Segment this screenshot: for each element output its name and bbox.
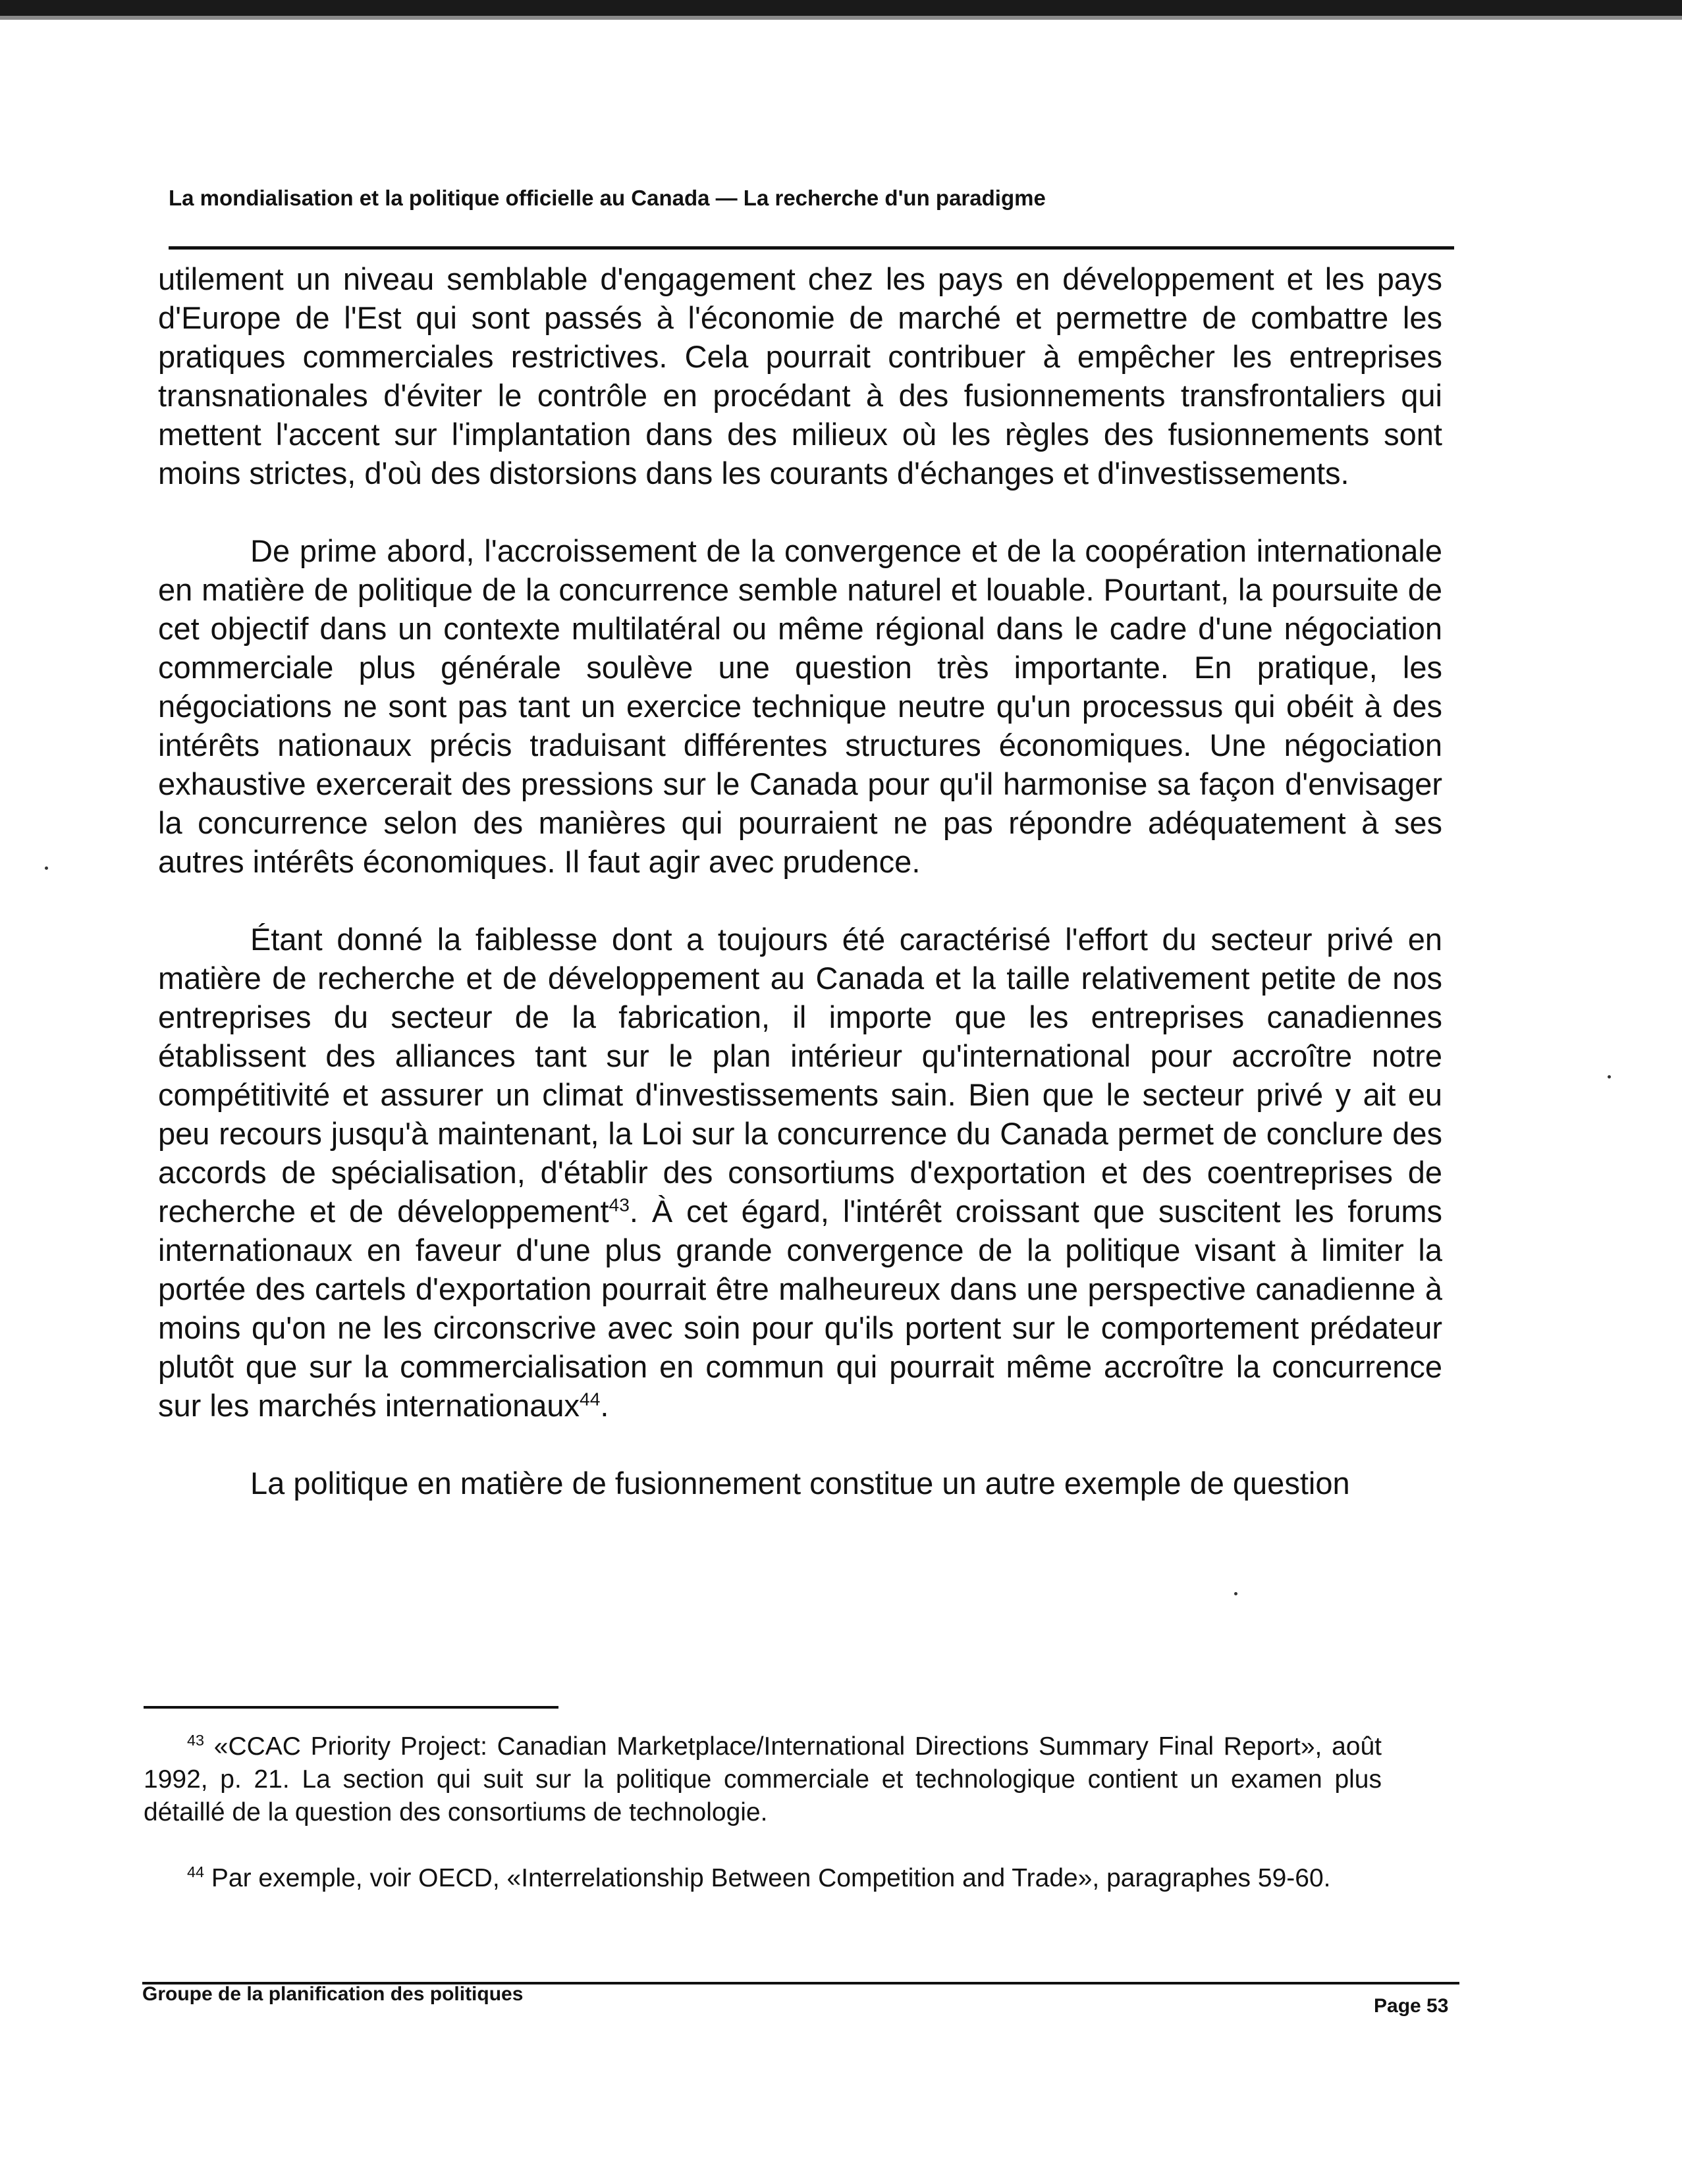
footnote-43 [144, 1730, 1382, 1829]
paragraph-1: utilement un niveau semblable d'engagement chez les pays en développement et les pays d'Europe de l'Est qui sont passés à l'économie de marché et permettre de combattre les pratiques commerciales restrictives. Cela pourrait contribuer à empêcher les entreprises transnationales d'éviter le contrôle en procédant à des fusionnements transfrontaliers qui mettent l'accent sur l'implantation dans des milieux où les règles des fusionnements sont moins strictes, d'où des distorsions dans les courants d'échanges et d'investissements. [158, 261, 1442, 491]
page-number: Page 53 [1374, 1995, 1449, 2017]
footnote-text-43: «CCAC Priority Project: Canadian Marketplace/International Directions Summary Final Report», août 1992, p. 21. La section qui suit sur la politique commerciale et technologique contient un examen plus détaillé de la question des consortiums de technologie. [144, 1732, 1382, 1826]
scan-speck [1234, 1592, 1237, 1595]
paragraph-3 [158, 920, 1442, 1425]
paragraph-2: De prime abord, l'accroissement de la convergence et de la coopération internationale en matière de politique de la concurrence semble naturel et louable. Pourtant, la poursuite de cet objectif dans un contexte multilatéral ou même régional dans le cadre d'une négociation commerciale plus générale soulève une question très importante. En pratique, les négociations ne sont pas tant un exercice technique neutre qu'un processus qui obéit à des intérêts nationaux précis traduisant différentes structures économiques. Une négociation exhaustive exercerait des pressions sur le Canada pour qu'il harmonise sa façon d'envisager la concurrence selon des manières qui pourraient ne pas répondre adéquatement à ses autres intérêts économiques. Il faut agir avec prudence. [158, 533, 1442, 879]
footnote-text-44: Par exemple, voir OECD, «Interrelationship Between Competition and Trade», paragraphes 59-60. [211, 1864, 1331, 1892]
footnote-separator [144, 1706, 558, 1709]
scan-speck [1608, 1075, 1611, 1079]
paragraph-4: La politique en matière de fusionnement constitue un autre exemple de question [250, 1466, 1350, 1501]
header-rule [169, 246, 1454, 250]
footer-group-name: Groupe de la planification des politiques [142, 1983, 524, 2005]
scan-speck [45, 866, 48, 870]
footnote-ref-43[interactable]: 43 [609, 1194, 630, 1215]
footnotes [144, 1730, 1382, 1928]
footnote-number-44: 44 [187, 1863, 205, 1880]
paragraph-3-part-2: . À cet égard, l'intérêt croissant que suscitent les forums internationaux en faveur d'une plus grande convergence de la politique visant à limiter la portée des cartels d'exportation pourrait être malheureux dans une perspective canadienne à moins qu'on ne les circonscrive avec soin pour qu'ils portent sur le comportement prédateur plutôt que sur la commercialisation en commun qui pourrait même accroître la concurrence sur les marchés internationaux [158, 1194, 1442, 1423]
footnote-44 [144, 1862, 1382, 1895]
body-text [158, 259, 1442, 1541]
running-header: La mondialisation et la politique officielle au Canada — La recherche d'un paradigme [169, 186, 1046, 210]
footnote-number-43: 43 [187, 1732, 205, 1749]
scan-top-edge [0, 0, 1682, 16]
scan-top-edge-shadow [0, 16, 1682, 20]
paragraph-3-part-3: . [600, 1388, 609, 1423]
footnote-ref-44[interactable]: 44 [580, 1388, 601, 1410]
paragraph-3-part-1: Étant donné la faiblesse dont a toujours été caractérisé l'effort du secteur privé en matière de recherche et de développement au Canada et la taille relativement petite de nos entreprises du secteur de la fabrication, il importe que les entreprises canadiennes établissent des alliances tant sur le plan intérieur qu'international pour accroître notre compétitivité et assurer un climat d'investissements sain. Bien que le secteur privé y ait eu peu recours jusqu'à maintenant, la Loi sur la concurrence du Canada permet de conclure des accords de spécialisation, d'établir des consortiums d'exportation et des coentreprises de recherche et de développement [158, 922, 1442, 1229]
